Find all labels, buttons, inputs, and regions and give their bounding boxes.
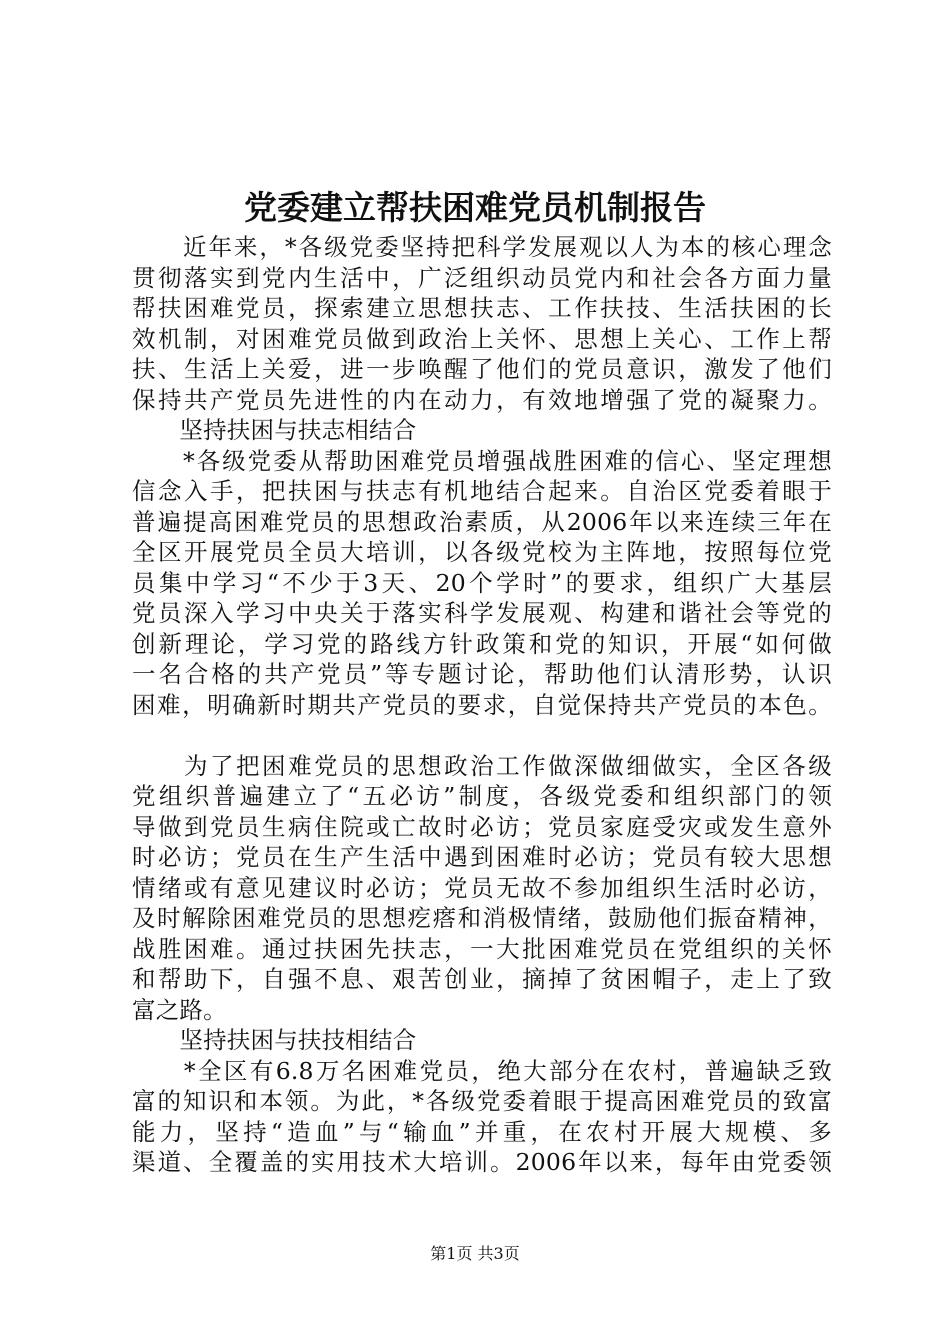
text-line: 普遍提高困难党员的思想政治素质，从2006年以来连续三年在	[132, 507, 832, 536]
text-line: 保持共产党员先进性的内在动力，有效地增强了党的凝聚力。	[132, 385, 832, 414]
paragraph-gap	[132, 720, 832, 751]
text-line: 时必访；党员在生产生活中遇到困难时必访；党员有较大思想	[132, 843, 832, 871]
text-line: 党员深入学习中央关于落实科学发展观、构建和谐社会等党的	[132, 599, 832, 627]
text-line: 富的知识和本领。为此，*各级党委着眼于提高困难党员的致富	[132, 1087, 832, 1115]
text-line: 渠道、全覆盖的实用技术大培训。2006年以来，每年由党委领	[132, 1148, 832, 1176]
text-line: 能力，坚持“造血”与“输血”并重，在农村开展大规模、多	[132, 1117, 832, 1146]
text-line: 战胜困难。通过扶困先扶志，一大批困难党员在党组织的关怀	[132, 934, 832, 963]
page-title: 党委建立帮扶困难党员机制报告	[244, 188, 706, 227]
text-line: 信念入手，把扶困与扶志有机地结合起来。自治区党委着眼于	[132, 477, 832, 505]
text-line: 扶、生活上关爱，进一步唤醒了他们的党员意识，激发了他们	[132, 355, 832, 383]
text-line: 帮扶困难党员，探索建立思想扶志、工作扶技、生活扶困的长	[132, 294, 832, 322]
text-line: 困难，明确新时期共产党员的要求，自觉保持共产党员的本色。	[132, 690, 832, 719]
text-line: 近年来，*各级党委坚持把科学发展观以人为本的核心理念	[132, 233, 832, 261]
text-line: *全区有6.8万名困难党员，绝大部分在农村，普遍缺乏致	[132, 1056, 832, 1085]
text-line: 为了把困难党员的思想政治工作做深做细做实，全区各级	[132, 751, 832, 780]
document-body	[132, 232, 832, 1178]
section-heading: 坚持扶困与扶技相结合	[132, 1026, 417, 1054]
text-line: *各级党委从帮助困难党员增强战胜困难的信心、坚定理想	[132, 446, 832, 475]
text-line: 员集中学习“不少于3天、20个学时”的要求，组织广大基层	[132, 568, 832, 597]
text-line: 一名合格的共产党员”等专题讨论，帮助他们认清形势，认识	[132, 660, 832, 688]
section-heading: 坚持扶困与扶志相结合	[132, 416, 417, 444]
text-line: 富之路。	[132, 995, 227, 1024]
text-line: 情绪或有意见建议时必访；党员无故不参加组织生活时必访，	[132, 873, 832, 902]
text-line: 导做到党员生病住院或亡故时必访；党员家庭受灾或发生意外	[132, 812, 832, 841]
text-line: 及时解除困难党员的思想疙瘩和消极情绪，鼓励他们振奋精神，	[132, 904, 832, 932]
text-line: 效机制，对困难党员做到政治上关怀、思想上关心、工作上帮	[132, 324, 832, 353]
text-line: 全区开展党员全员大培训，以各级党校为主阵地，按照每位党	[132, 538, 832, 566]
text-line: 党组织普遍建立了“五必访”制度，各级党委和组织部门的领	[132, 782, 832, 810]
text-line: 贯彻落实到党内生活中，广泛组织动员党内和社会各方面力量	[132, 263, 832, 292]
page-footer: 第1页 共3页	[430, 1244, 520, 1263]
text-line: 和帮助下，自强不息、艰苦创业，摘掉了贫困帽子，走上了致	[132, 965, 832, 993]
text-line: 创新理论，学习党的路线方针政策和党的知识，开展“如何做	[132, 629, 832, 658]
